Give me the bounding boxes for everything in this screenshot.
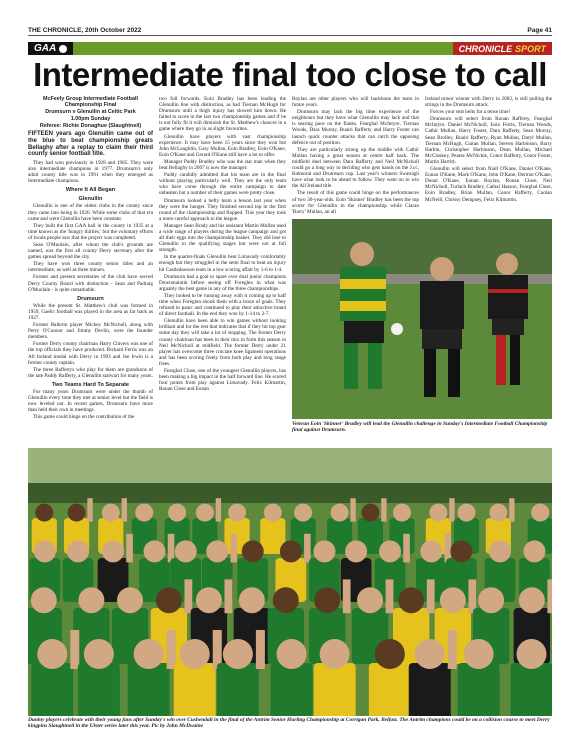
headline: Intermediate final too close to call	[33, 56, 547, 93]
subheading: Where It All Began	[65, 187, 116, 194]
paragraph: For many years Drumsurn were under the thumb of Glenullin every time they met at senior level but the field is now leveled out. In recent games, Drumsurn have more than held their own in meetings.	[28, 389, 153, 414]
brand-chronicle: CHRONICLE	[458, 43, 513, 54]
subheading: Glenullin	[78, 196, 103, 203]
match-action-illustration	[292, 219, 552, 419]
referee: Referee: Richie Donaghue (Slaughtneil)	[39, 123, 142, 130]
paragraph: Drumsurn had a goal to spare over dual junior champions Downmaintin before seeing off Foreglen in what was arguably the best game in any of the three championships.	[159, 273, 286, 292]
celebration-photo	[28, 448, 552, 716]
paragraph: They looked to be running away with it coming up to half time when Foreglen shook them with a brace of goals. They refused to panic and continued to play their attractive brand of direct football. In the end they won by 1-14 to 2-7.	[159, 292, 286, 318]
paragraph: two full forwards. Eoin Bradley has been leading the Glenullin line with distinction, as had Tiernan McHugh for Drumsurn until a thigh injury has slowed him down. He failed to score in the last two championship games and if he is not fully fit it will diminish the St. Matthew's chances in a game where they go in as slight favourites.	[159, 96, 286, 133]
photo-caption: Veteran Eoin 'Skinner' Bradley will lead the Glenullin challenge in Sunday's Intermediate Football Championship final against Drumsurn.	[292, 421, 548, 434]
paragraph: Former Ballerin player Mickey McNicholl, along with Perry O'Connor and Jimmy Devlin, were the founder members.	[28, 322, 153, 341]
publication-date: THE CHRONICLE, 20th October 2022	[28, 27, 142, 34]
article-column-3	[292, 96, 419, 214]
paragraph: They had won previously in 1928 and 1985. They were also intermediate champions in 1977. Drumsurn's only adult county title was in 1991 when they emerged as Intermediate champions.	[28, 159, 153, 185]
subheading: Drumsurn	[77, 295, 104, 302]
match-action-photo	[292, 219, 552, 419]
paragraph: Drumsurn will select from Ronan Rafferty, Fearghal McIntyre, Daniel McNicholl, Eoin Ferris, Tiernan Woods, Cathir Mullan, Harry Foster, Dara Rafferty, Sean Murray, Sean Brolley, Ruairi Rafferty, Ryan Mullan, Daryl Mullan, Tiernan McHugh, Ciaran Mullan, Steven Harbinson, Barry Harbin, Christopher Harbinson, Dean Mullan, Michael McCloskey, Pearse McNickle, Conor Rafferty, Conor Foster, Martin Harrity.	[425, 116, 552, 165]
paragraph: Glenullin have players with vast championship experience. It may have been 15 years since they won but John McLaughlin, Gary Mullan, Eoin Bradley, Eoin O'Kane, Eoin O'Kane and Gerard O'Kane still have a lot to offer.	[159, 133, 286, 158]
article-column-1	[28, 96, 153, 442]
running-header	[28, 26, 552, 36]
fixture-time: 1.00pm Sunday	[70, 116, 111, 123]
paragraph: This game could hinge on the contribution of the	[33, 414, 135, 421]
gaa-label: GAA	[34, 43, 57, 54]
paragraph: Paddy candidly admitted that his team are in the final without playing particularly well. They are the only team who have come through the entire campaign to date unbeaten but a number of their games were pretty close.	[159, 172, 286, 197]
paragraph: Forces your seat belts for a tense time!	[430, 109, 511, 116]
paragraph: Manager Paddy Bradley who was the star man when they beat Bellaghy in 2007 is now the manager.	[159, 158, 286, 172]
paragraph: Former and present secretaries of the club have served Derry County Board with distinction - Sean and Padraig O'Muolain - is quite remarkable.	[28, 274, 153, 293]
paragraph: They are particularly strong up the middle with Cathir Mullan having a great season at centre half back. The midfield duel between Dara Rafferty and Neil McNicholl could go a long way to deciding who gets hands on the J.cc, Balmoral and Drumsurn cup. Last year's winners Swatragh have what look to be ahead to follow. They went on to win the All Ireland title.	[292, 146, 419, 190]
paragraph: Drumsurn looked a hefty team a lesson last year when they were the hunger. They finished second top in the first round of the championship and flopped. This year they took a more careful approach to the league.	[159, 197, 286, 222]
brand-sport: SPORT	[515, 43, 546, 54]
article-column-4	[425, 96, 552, 214]
subheading: Two Teams Hard To Separate	[51, 381, 130, 388]
paragraph: Glenullin have been able to win games without looking brilliant and for the rest that indicates that if they hit top gear some day they will take a lot of stopping. The former Derry county chairman has been in their mix in form this season in Neil McNicholl at midfield. The former Derry under 21 player has overcome three cruciate knee ligament operations and has been scoring freely from both play and long range frees.	[159, 318, 286, 367]
paragraph: Glenullin will select from Niall O'Kane, Daniel O'Kane, Eunan O'Kane, Mark O'Kane, John O'Kane, Dermot O'Kane, Donal O'Kane, Eunan Boylan, Ronan Close, Neil McNicholl, Turlach Bradley, Cathal Hasson, Fearghal Close, Eoin Bradley, Brian Mullan, Conor Rafferty, Caolan McNeill, Chrissy Dempsey, Felix Kilmartin.	[425, 166, 552, 203]
fixture-title: McFeely Group Intermediate Football Championship Final	[43, 96, 138, 109]
article-column-2	[159, 96, 286, 442]
gaa-section-label	[28, 42, 73, 55]
photo-caption: Dunloy players celebrate with their young fans after Sunday's win over Cushendall in the final of the Antrim Senior Hurling Championship at Corrigan Park, Belfast. The Antrim champions could be on a collision course to meet Derry kingpins Slaughtneil in the Ulster series later this year. Pic by John McIlwaine	[28, 717, 550, 730]
paragraph: Ireland minor winner with Derry in 2002, is still pulling the strings in the Drumsurn attack.	[425, 96, 552, 109]
fixture-teams: Drumsurn v Glenullin at Celtic Park	[45, 109, 136, 116]
paragraph: While the present St. Matthew's club was formed in 1959, Gaelic football was played in the area as far back as 1927.	[28, 302, 153, 321]
paragraph: Manager Sean Brady and his assistant Martin Mullan used a wide range of players during the league campaign and got all their eggs into the championship basket. They did lose to Glenullin in the qualifying stages but were not at full strength.	[159, 222, 286, 254]
paragraph: Former Derry county chairman Harry Chivers was one of the top officials they have produced. Richard Ferris was an All Ireland medal with Derry in 1993 and Joe Irwin is a former county captain.	[28, 341, 153, 366]
football-icon	[59, 45, 67, 53]
paragraph: They built the first GAA hall in the county in 1935 at a time known as the 'hungry thirties,' but the voluntary efforts of locals people saw that the project was completed.	[28, 222, 153, 241]
celebration-illustration	[28, 448, 552, 716]
chronicle-sport-brand	[453, 42, 552, 55]
paragraph: They have won three county senior titles and an intermediate, as well as three minors.	[28, 261, 153, 274]
paragraph: Fearghal Close, one of the youngest Glenullin players, has been making a big impact in the half forward line. He scored four points from play against Limavady. Felix Kilmartin, Ronan Close and Eunan	[159, 368, 286, 393]
paragraph: Sean O'Muolain, after whom the club's grounds are named, was the first all county Derry secretary after the games spread beyond the city.	[28, 241, 153, 261]
page-number: Page 41	[527, 27, 552, 34]
paragraph: Boylan are other players who will backbone the team in future years.	[292, 96, 419, 109]
paragraph: The three Raffertys who play for them are grandsons of the late Paddy Rafferty, a Glenullin stalwart for many years.	[28, 366, 153, 379]
section-green-bar	[73, 42, 452, 55]
paragraph: The result of this game could hinge on the performances of two 30-year-olds. Eoin 'Skinner' Bradley has been the top scorer for Glenullin in the championship while Ciaran 'Barry' Mullan, an all	[292, 190, 419, 214]
paragraph: Glenullin is one of the oldest clubs in the county since they came into being in 1926. While some clubs of that era came and went Glenullin have been constant.	[28, 203, 153, 222]
paragraph: Drumsurn may lack the big time experience of the neighbours but they have what Glenullin may lack and that is searing pace on the flanks. Fearghal McIntyre, Tiernan Woods, Dara Murray, Ruairi Rafferty and Harry Foster can launch quick counter attacks that can catch the opposing defence out of position.	[292, 109, 419, 146]
lede: FIFTEEN years ago Glenullin came out of the blue to beat championship greats Bellaghy after a replay to claim their third county senior football title.	[28, 131, 153, 158]
football	[391, 323, 403, 335]
section-bar	[28, 42, 552, 55]
paragraph: In the quarter-finals Glenullin beat Limavady comfortably enough but they struggled in the semi final to beat an injury hit Castledawson team in a low scoring affair by 1-6 to 1-4.	[159, 254, 286, 273]
